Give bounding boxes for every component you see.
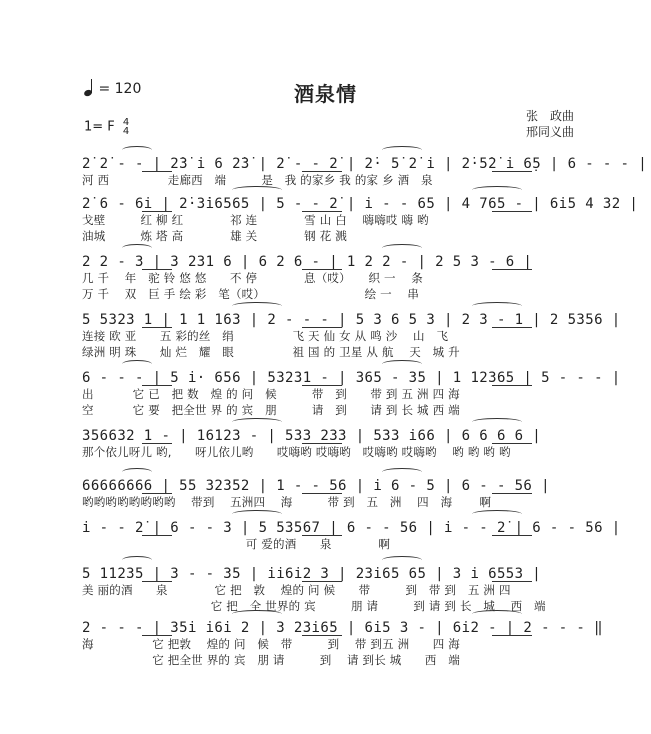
beam-underline: [142, 443, 172, 444]
song-title: 酒泉情: [294, 82, 357, 106]
score-system: [82, 304, 621, 360]
score-system: [82, 612, 603, 668]
beam-underline: [142, 493, 172, 494]
beam-underline: [302, 581, 342, 582]
notation-line: 356632 1 - | 16123 - | 533 233 | 533 i66 | 6 6 6 6 |: [82, 428, 542, 444]
slur-mark: [232, 610, 282, 618]
lyric-line: 连接 欧 亚 五 彩的丝 绢 飞 天 仙 女 从 鸣 沙 山 飞: [82, 329, 449, 343]
slur-mark: [472, 510, 522, 518]
beam-underline: [492, 493, 532, 494]
lyric-line: 海 它 把敦 煌的 问 候 带 到 带 到五 洲 四 海: [82, 637, 460, 651]
notation-line: 6 - - - | 5 i· 656 | 53231 - | 365 - 35 | 1 12365 | 5 - - - |: [82, 370, 621, 386]
lyric-line: 它 把 全 世界的 宾 朋 请 到 请 到 长 城 西 端: [82, 599, 546, 613]
beam-underline: [302, 385, 342, 386]
beam-underline: [302, 269, 342, 270]
beam-underline: [492, 269, 532, 270]
lyric-line: 绿洲 明 珠 灿 烂 耀 眼 祖 国 的 卫星 从 航 天 城 升: [82, 345, 460, 359]
beam-underline: [302, 327, 342, 328]
score-system: [82, 558, 574, 614]
notation-line: 66666666 | 55 32352 | 1 - - 56 | i 6 - 5 | 6 - - 56 |: [82, 478, 550, 494]
lyric-line: 几 千 年 驼 铃 悠 悠 不 停 息（哎） 织 一 条: [82, 271, 423, 285]
beam-underline: [492, 211, 532, 212]
time-bottom: 4: [122, 126, 130, 137]
lyric-line: 哟哟哟哟哟哟哟哟 带到 五洲四 海 带 到 五 洲 四 海 啊: [82, 495, 492, 509]
beam-underline: [302, 443, 342, 444]
beam-underline: [302, 211, 342, 212]
score-system: [82, 362, 621, 418]
beam-underline: [142, 171, 172, 172]
slur-mark: [382, 468, 422, 476]
slur-mark: [232, 418, 282, 426]
slur-mark: [472, 302, 522, 310]
beam-underline: [142, 211, 172, 212]
lyric-line: 美 丽的酒 泉 它 把 敦 煌的 问 候 带 到 带 到 五 洲 四: [82, 583, 511, 597]
slur-mark: [122, 556, 152, 564]
beam-underline: [302, 635, 342, 636]
lyric-line: 出 它 已 把 数 煌 的 问 候 带 到 带 到 五 洲 四 海: [82, 387, 460, 401]
notation-line: i - - 2̇ | 6 - - 3 | 5 53567 | 6 - - 56 | i - - 2̇ | 6 - - 56 |: [82, 520, 621, 536]
lyric-line: 空 它 要 把全世 界 的 宾 朋 请 到 请 到 长 城 西 端: [82, 403, 460, 417]
score-system: [82, 512, 621, 552]
beam-underline: [492, 635, 532, 636]
beam-underline: [492, 171, 532, 172]
beam-underline: [142, 327, 172, 328]
lyric-line: 河 西 走廊西 端 是 我 的家乡 我 的家 乡 酒 泉: [82, 173, 433, 187]
slur-mark: [232, 186, 282, 194]
slur-mark: [382, 360, 422, 368]
beam-underline: [302, 171, 342, 172]
slur-mark: [232, 302, 282, 310]
beam-underline: [492, 443, 532, 444]
slur-mark: [472, 186, 522, 194]
lyric-line: 万 千 双 巨 手 绘 彩 笔（哎） 绘 一 串: [82, 287, 420, 301]
beam-underline: [142, 635, 172, 636]
lyric-line: 那个依儿呀儿 哟, 呀儿依儿哟 哎嗨哟 哎嗨哟 哎嗨哟 哎嗨哟 哟 哟 哟 哟: [82, 445, 511, 459]
slur-mark: [232, 510, 282, 518]
score-system: [82, 148, 648, 188]
composer-credit: 张 政曲: [526, 109, 575, 123]
lyric-line: 它 把全世 界的 宾 朋 请 到 请 到长 城 西 端: [82, 653, 460, 667]
slur-mark: [122, 146, 152, 154]
lyric-line: 油城 炼 塔 高 雄 关 钢 花 溅: [82, 229, 347, 243]
slur-mark: [382, 556, 422, 564]
credits: [526, 108, 574, 140]
beam-underline: [142, 581, 172, 582]
notation-line: 2 2 - 3 | 3 231 6 | 6 2 6 - | 1 2 2 - | 2 5 3 - 6 |: [82, 254, 533, 270]
time-top: 4: [122, 117, 130, 128]
notation-line: 2̇ 6 - 6i | 2̇·3̇i6565 | 5 - - 2̇ | i - - 65 | 4 765 - | 6i5 4 32 |: [82, 196, 639, 212]
beam-underline: [492, 535, 532, 536]
slur-mark: [122, 244, 152, 252]
notation-line: 5 11235 | 3 - - 35 | ii6i2 3 | 23i65 65 | 3 i 6553 |: [82, 566, 542, 582]
tempo-value: = 120: [98, 81, 142, 97]
slur-mark: [122, 360, 152, 368]
lyric-line: 可 爱的酒 泉 啊: [82, 537, 391, 551]
key-signature: [84, 118, 129, 136]
slur-mark: [472, 610, 522, 618]
notation-line: 2̇ 2̇ - - | 2̇3̇ i 6 2̇3̇ | 2̇ - - 2̇ | 2̇· 5̇ 2̇ i | 2̇·5̇2̇ i 6̣5 | 6 - - - |: [82, 156, 648, 172]
beam-underline: [142, 535, 172, 536]
score-system: [82, 188, 639, 244]
lyricist-credit: 邢同义曲: [526, 125, 575, 139]
notation-line: 5 5323 1 | 1 1 163 | 2 - - - | 5 3 6 5 3 | 2 3 - 1 | 2 5356 |: [82, 312, 621, 328]
score-system: [82, 246, 574, 302]
beam-underline: [492, 327, 532, 328]
time-signature: [123, 118, 129, 136]
beam-underline: [492, 385, 532, 386]
score-system: [82, 420, 574, 460]
beam-underline: [142, 269, 172, 270]
score-system: [82, 470, 574, 510]
slur-mark: [382, 146, 422, 154]
beam-underline: [302, 535, 342, 536]
beam-underline: [492, 581, 532, 582]
beam-underline: [142, 385, 172, 386]
notation-line: 2 - - - | 35i i6i 2 | 3 23i65 | 6i5 3 - | 6i2 - | 2 - - - ‖: [82, 620, 603, 636]
beam-underline: [302, 493, 342, 494]
key-value: 1= F: [84, 119, 115, 135]
lyric-line: 戈壁 红 柳 红 祁 连 雪 山 白 嗨嗨哎 嗨 哟: [82, 213, 429, 227]
slur-mark: [472, 418, 522, 426]
slur-mark: [382, 244, 422, 252]
slur-mark: [122, 468, 152, 476]
